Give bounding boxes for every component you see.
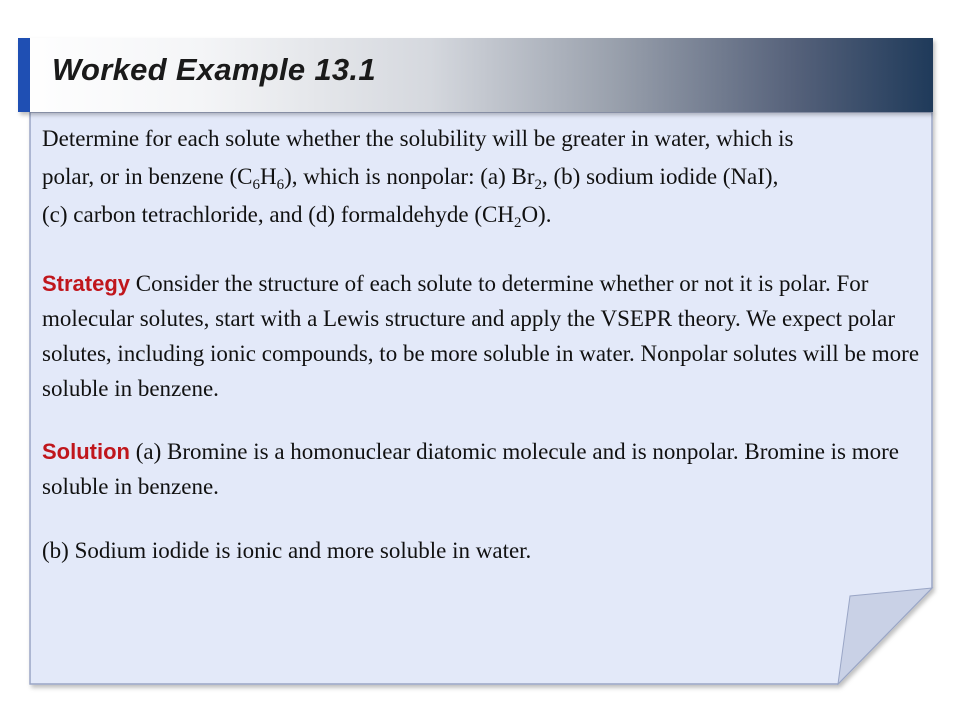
title-accent-bar <box>18 38 30 112</box>
solution-label: Solution <box>42 439 130 464</box>
page-curl <box>838 588 932 684</box>
problem-text: H <box>259 164 277 189</box>
subscript: 2 <box>534 177 542 193</box>
subscript: 6 <box>276 177 285 193</box>
strategy-label: Strategy <box>42 271 131 296</box>
solution-text: (a) Bromine is a homonuclear diatomic molecule and is nonpolar. Bromine is more soluble in benzene. <box>42 439 900 499</box>
strategy-text: Consider the structure of each solute to determine whether or not it is polar. For molecular solutes, start with a Lewis structure and apply the VSEPR theory. We expect polar solutes, including ionic compounds, to be more soluble in water. Nonpolar solutes will be more soluble in benzene. <box>42 271 920 401</box>
subscript: 2 <box>513 215 522 231</box>
problem-text: (c) carbon tetrachloride, and (d) formaldehyde (CH <box>42 202 514 227</box>
problem-text: , (b) sodium iodide (NaI), <box>542 164 779 189</box>
solution-part-b: (b) Sodium iodide is ionic and more soluble in water. <box>42 538 532 563</box>
subscript: 6 <box>252 177 260 193</box>
problem-line-1: Determine for each solute whether the solubility will be greater in water, which is <box>42 126 794 151</box>
problem-statement <box>42 120 932 234</box>
problem-text: polar, or in benzene (C <box>42 164 253 189</box>
solution-paragraph <box>42 434 932 504</box>
problem-text: O). <box>521 202 552 227</box>
problem-text: ), which is nonpolar: (a) Br <box>284 164 535 189</box>
slide-title: Worked Example 13.1 <box>52 52 376 87</box>
strategy-paragraph <box>42 266 932 406</box>
